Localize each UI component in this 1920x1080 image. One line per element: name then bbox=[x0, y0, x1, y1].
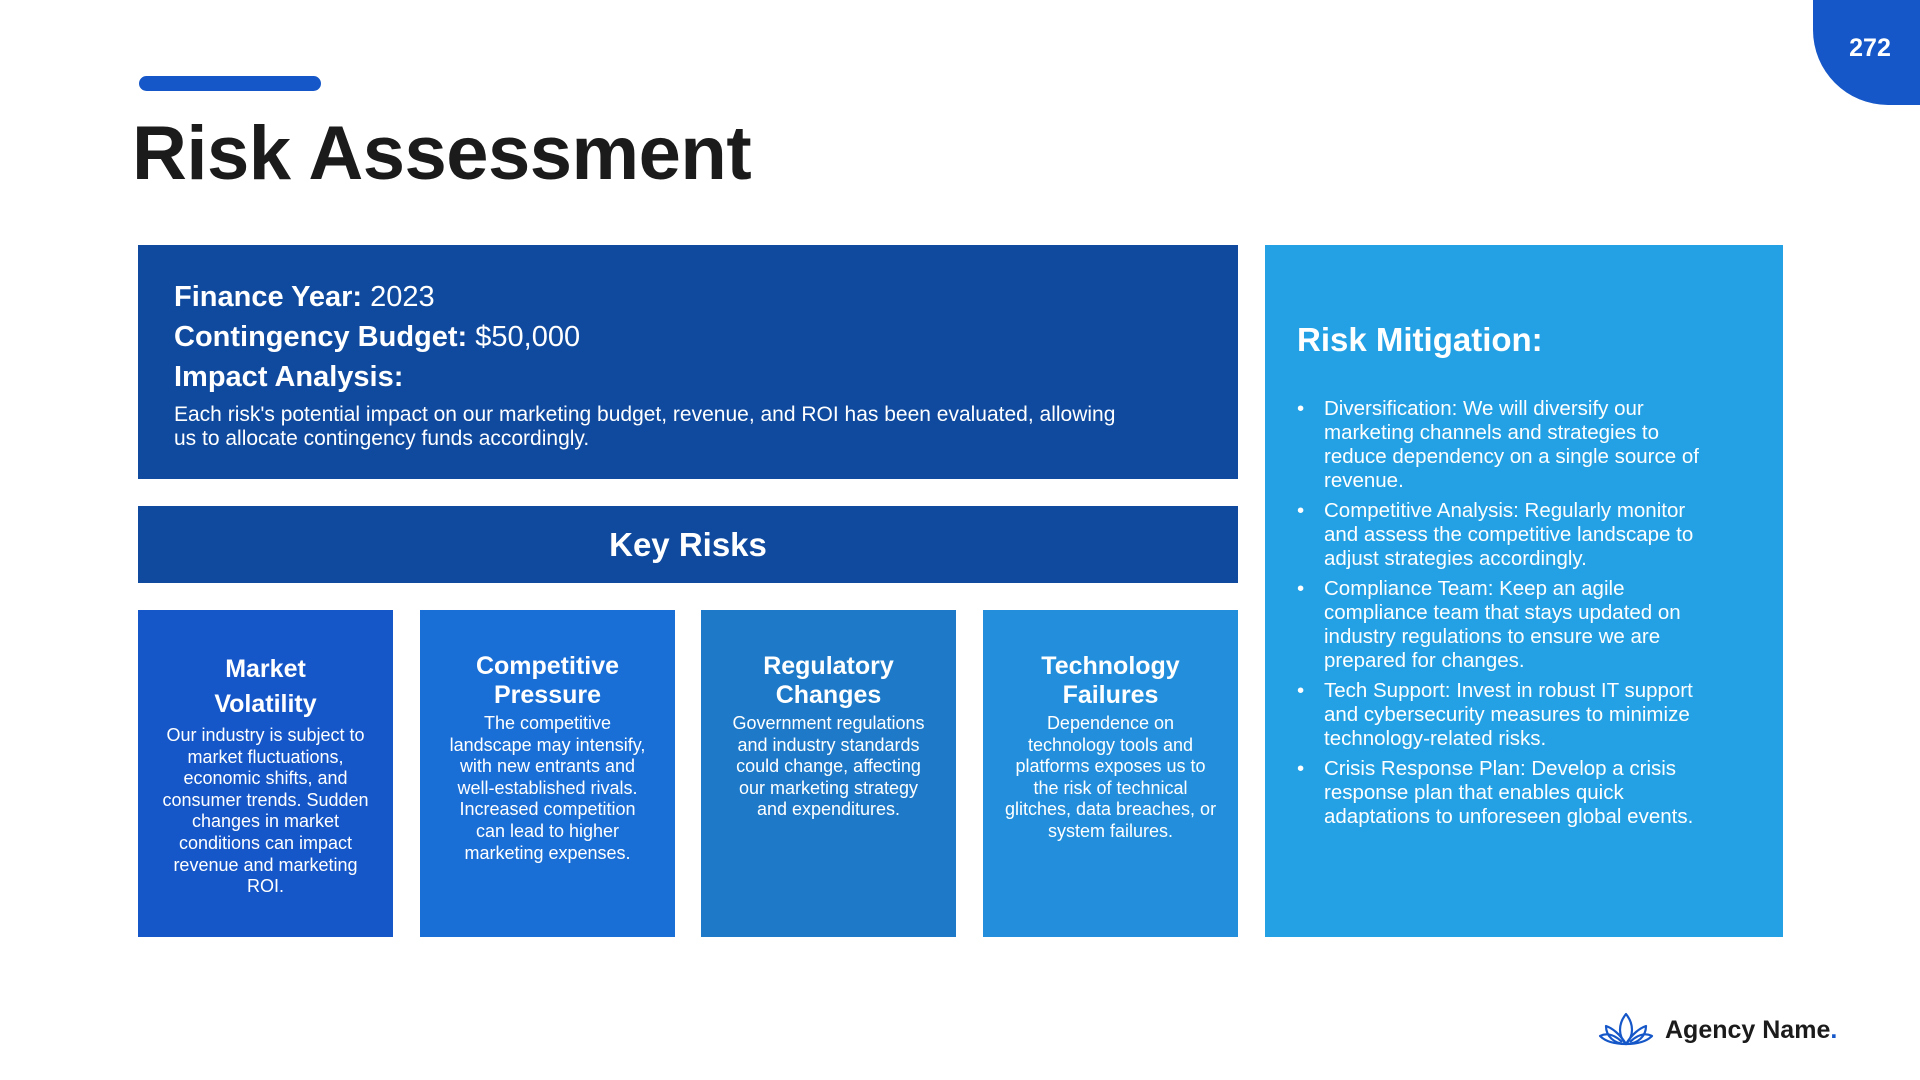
impact-desc-line: Each risk's potential impact on our marketing budget, revenue, and ROI has been evaluated, allowing bbox=[174, 403, 1116, 426]
risk-title-line: Changes bbox=[775, 681, 882, 709]
risk-card-regulatory-changes bbox=[701, 610, 956, 937]
bullet-icon: • bbox=[1297, 757, 1305, 780]
mitigation-line: Crisis Response Plan: Develop a crisis bbox=[1324, 757, 1677, 780]
mitigation-line: prepared for changes. bbox=[1324, 649, 1525, 672]
mitigation-item bbox=[1297, 679, 1757, 751]
bullet-icon: • bbox=[1297, 499, 1305, 522]
mitigation-line: and cybersecurity measures to minimize bbox=[1324, 703, 1690, 726]
risk-title-line: Failures bbox=[1062, 681, 1159, 709]
risk-desc-line: Dependence on bbox=[1046, 713, 1175, 733]
risk-card-title bbox=[428, 652, 667, 710]
risk-desc-line: can lead to higher bbox=[475, 820, 620, 841]
risk-desc-line: changes in market bbox=[191, 811, 340, 832]
risk-title-line: Pressure bbox=[493, 681, 602, 709]
mitigation-line: Competitive Analysis: Regularly monitor bbox=[1324, 499, 1686, 522]
mitigation-item bbox=[1297, 499, 1757, 571]
risk-mitigation-list bbox=[1297, 397, 1757, 835]
risk-desc-line: market fluctuations, bbox=[187, 746, 344, 767]
impact-desc-line: us to allocate contingency funds accordingly. bbox=[174, 427, 590, 450]
risk-desc-line: conditions can impact bbox=[178, 832, 353, 853]
page-title: Risk Assessment bbox=[132, 111, 752, 196]
mitigation-line: industry regulations to ensure we are bbox=[1324, 625, 1661, 648]
key-risks-header: Key Risks bbox=[138, 506, 1238, 583]
finance-year-value: 2023 bbox=[370, 281, 435, 313]
summary-panel bbox=[138, 245, 1238, 479]
contingency-budget-line bbox=[174, 317, 1202, 357]
mitigation-line: adjust strategies accordingly. bbox=[1324, 547, 1587, 570]
risk-desc-line: well-established rivals. bbox=[457, 777, 638, 798]
risk-desc-line: Increased competition bbox=[459, 799, 636, 820]
risk-desc-line: platforms exposes us to bbox=[1015, 756, 1206, 777]
risk-card-market-volatility bbox=[138, 610, 393, 937]
risk-card-title bbox=[991, 652, 1230, 710]
risk-desc-line: economic shifts, and bbox=[183, 768, 348, 789]
risk-desc-line: technology tools and bbox=[1027, 734, 1194, 755]
finance-year-label: Finance Year: bbox=[174, 281, 363, 313]
risk-desc-line: consumer trends. Sudden bbox=[162, 789, 369, 810]
mitigation-item bbox=[1297, 577, 1757, 673]
risk-desc-line: landscape may intensify, bbox=[449, 734, 646, 755]
risk-title-line: Market bbox=[225, 655, 306, 683]
bullet-icon: • bbox=[1297, 679, 1305, 702]
agency-name-dot: . bbox=[1830, 1016, 1838, 1044]
agency-name bbox=[1665, 1016, 1837, 1045]
page-number: 272 bbox=[1849, 34, 1891, 62]
mitigation-line: adaptations to unforeseen global events. bbox=[1324, 805, 1694, 828]
risk-card-technology-failures bbox=[983, 610, 1238, 937]
agency-name-text: Agency Name bbox=[1665, 1016, 1831, 1044]
risk-mitigation-title: Risk Mitigation: bbox=[1297, 321, 1543, 358]
risk-desc-line: Our industry is subject to bbox=[166, 725, 365, 745]
mitigation-item bbox=[1297, 757, 1757, 829]
mitigation-line: reduce dependency on a single source of bbox=[1324, 445, 1699, 468]
risk-card-competitive-pressure bbox=[420, 610, 675, 937]
risk-title-line: Competitive bbox=[475, 652, 620, 680]
risk-desc-line: The competitive bbox=[483, 713, 612, 733]
mitigation-line: compliance team that stays updated on bbox=[1324, 601, 1681, 624]
risk-desc-line: and industry standards bbox=[737, 734, 920, 755]
risk-mitigation-panel bbox=[1265, 245, 1783, 937]
impact-analysis-line bbox=[174, 357, 1202, 397]
risk-desc-line: ROI. bbox=[246, 876, 284, 897]
risk-title-line: Volatility bbox=[214, 690, 317, 718]
mitigation-line: Tech Support: Invest in robust IT support bbox=[1324, 679, 1693, 702]
risk-card-description bbox=[428, 713, 667, 864]
risk-card-description bbox=[991, 713, 1230, 843]
risk-desc-line: marketing expenses. bbox=[464, 842, 631, 863]
mitigation-line: technology-related risks. bbox=[1324, 727, 1547, 750]
contingency-budget-value: $50,000 bbox=[475, 321, 581, 353]
risk-card-title bbox=[146, 652, 385, 722]
risk-card-title bbox=[709, 652, 948, 710]
impact-analysis-label: Impact Analysis: bbox=[174, 361, 404, 393]
risk-desc-line: the risk of technical bbox=[1033, 777, 1188, 798]
mitigation-line: and assess the competitive landscape to bbox=[1324, 523, 1694, 546]
risk-desc-line: could change, affecting bbox=[736, 756, 921, 777]
bullet-icon: • bbox=[1297, 577, 1305, 600]
lotus-icon bbox=[1598, 1010, 1654, 1050]
bullet-icon: • bbox=[1297, 397, 1305, 420]
risk-card-description bbox=[709, 713, 948, 821]
risk-desc-line: and expenditures. bbox=[756, 799, 901, 820]
mitigation-line: Diversification: We will diversify our bbox=[1324, 397, 1644, 420]
risk-desc-line: revenue and marketing bbox=[173, 854, 358, 875]
risk-title-line: Regulatory bbox=[763, 652, 894, 680]
finance-year-line bbox=[174, 277, 1202, 317]
risk-desc-line: system failures. bbox=[1047, 820, 1174, 841]
risk-desc-line: with new entrants and bbox=[459, 756, 636, 777]
title-accent-bar bbox=[139, 76, 321, 91]
risk-card-description bbox=[146, 725, 385, 898]
mitigation-line: marketing channels and strategies to bbox=[1324, 421, 1660, 444]
impact-analysis-description bbox=[174, 403, 1202, 451]
contingency-budget-label: Contingency Budget: bbox=[174, 321, 468, 353]
risk-desc-line: Government regulations bbox=[732, 713, 925, 733]
mitigation-item bbox=[1297, 397, 1757, 493]
risk-desc-line: our marketing strategy bbox=[738, 777, 919, 798]
mitigation-line: revenue. bbox=[1324, 469, 1404, 492]
risk-title-line: Technology bbox=[1041, 652, 1180, 680]
mitigation-line: response plan that enables quick bbox=[1324, 781, 1624, 804]
mitigation-line: Compliance Team: Keep an agile bbox=[1324, 577, 1625, 600]
risk-desc-line: glitches, data breaches, or bbox=[1004, 799, 1217, 820]
